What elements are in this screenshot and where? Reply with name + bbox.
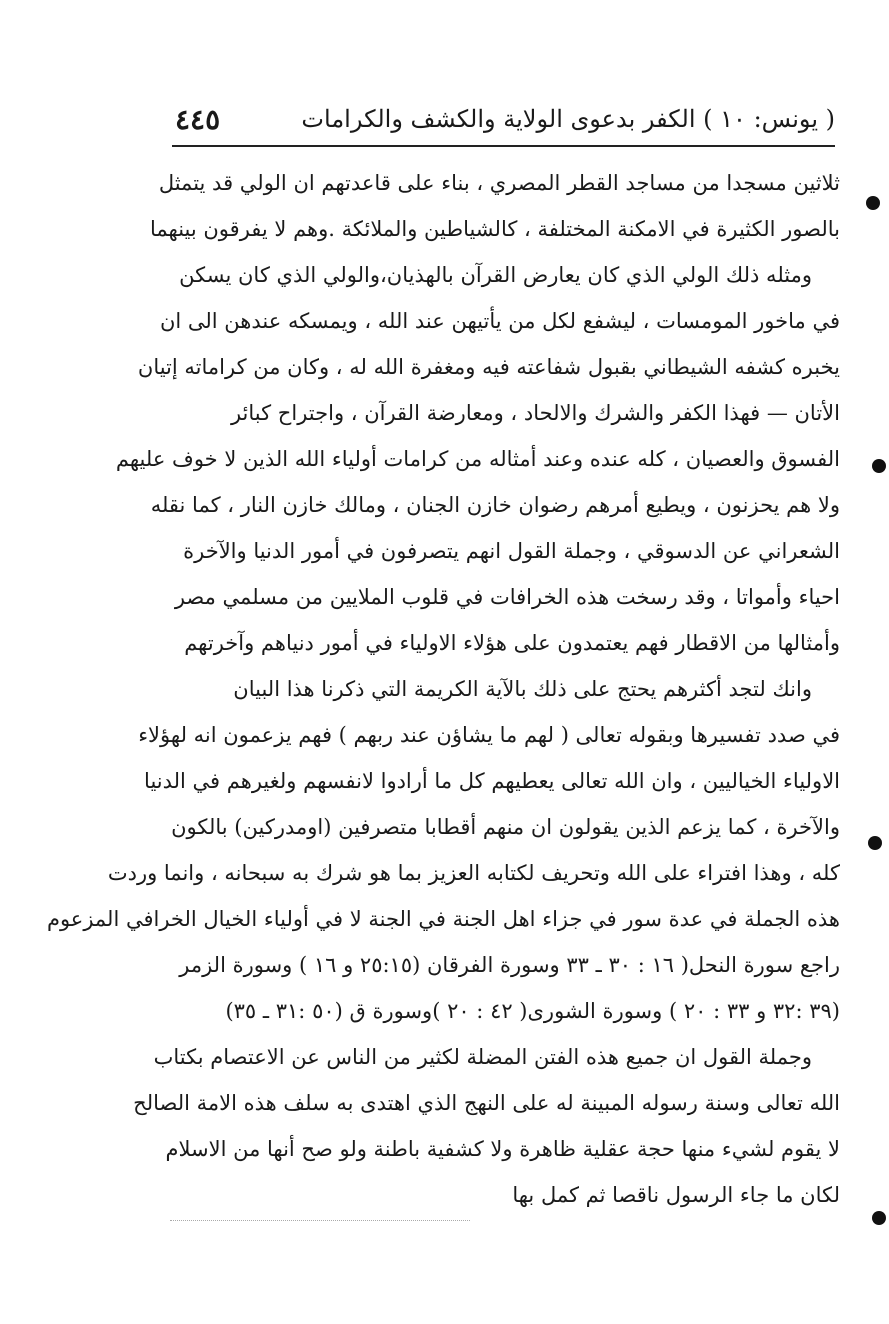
text-line: لكان ما جاء الرسول ناقصا ثم كمل بها	[512, 1183, 840, 1207]
text-line: لا يقوم لشيء منها حجة عقلية ظاهرة ولا كشفية باطنة ولو صح أنها من الاسلام	[165, 1137, 840, 1161]
text-line: ثلاثين مسجدا من مساجد القطر المصري ، بناء على قاعدتهم ان الولي قد يتمثل	[158, 171, 840, 195]
text-line: وانك لتجد أكثرهم يحتج على ذلك بالآية الكريمة التي ذكرنا هذا البيان	[233, 677, 812, 701]
text-line: ولا هم يحزنون ، ويطيع أمرهم رضوان خازن الجنان ، ومالك خازن النار ، كما نقله	[150, 493, 840, 517]
binding-hole-mark	[872, 1211, 886, 1225]
text-line: في ماخور المومسات ، ليشفع لكل من يأتيهن عند الله ، ويمسكه عندهن الى ان	[159, 309, 840, 333]
text-line: وجملة القول ان جميع هذه الفتن المضلة لكثير من الناس عن الاعتصام بكتاب	[153, 1045, 812, 1069]
binding-hole-mark	[868, 836, 882, 850]
page-number: ٤٤٥	[175, 102, 221, 136]
dotted-divider	[170, 1220, 470, 1221]
text-line: احياء وأمواتا ، وقد رسخت هذه الخرافات في قلوب الملايين من مسلمي مصر	[174, 585, 840, 609]
text-line: راجع سورة النحل( ١٦ : ٣٠ ـ ٣٣ وسورة الفرقان (٢٥:١٥ و ١٦ ) وسورة الزمر	[179, 953, 840, 977]
text-line: وأمثالها من الاقطار فهم يعتمدون على هؤلاء الاولياء في أمور دنياهم وآخرتهم	[184, 631, 840, 655]
text-line: الأتان — فهذا الكفر والشرك والالحاد ، ومعارضة القرآن ، واجتراح كبائر	[230, 401, 840, 425]
running-title: ( يونس: ١٠ ) الكفر بدعوى الولاية والكشف والكرامات	[301, 105, 835, 133]
text-line: في صدد تفسيرها وبقوله تعالى ( لهم ما يشاؤن عند ربهم ) فهم يزعمون انه لهؤلاء	[138, 723, 840, 747]
binding-hole-mark	[866, 196, 880, 210]
text-line: كله ، وهذا افتراء على الله وتحريف لكتابه العزيز بما هو شرك به سبحانه ، وانما وردت	[107, 861, 840, 885]
text-line: الاولياء الخياليين ، وان الله تعالى يعطيهم كل ما أرادوا لانفسهم ولغيرهم في الدنيا	[144, 769, 840, 793]
text-line: بالصور الكثيرة في الامكنة المختلفة ، كالشياطين والملائكة .وهم لا يفرقون بينهما	[149, 217, 840, 241]
text-line: الشعراني عن الدسوقي ، وجملة القول انهم يتصرفون في أمور الدنيا والآخرة	[183, 539, 840, 563]
text-line: (٣٩ :٣٢ و ٣٣ : ٢٠ ) وسورة الشورى( ٤٢ : ٢٠ )وسورة ق (٥٠ :٣١ ـ ٣٥)	[225, 999, 840, 1023]
text-line: يخبره كشفه الشيطاني بقبول شفاعته فيه ومغفرة الله له ، وكان من كراماته إتيان	[137, 355, 840, 379]
page-header	[175, 98, 835, 140]
text-line: هذه الجملة في عدة سور في جزاء اهل الجنة في الجنة لا في أولياء الخيال الخرافي المزعوم	[46, 907, 840, 931]
text-line: الفسوق والعصيان ، كله عنده وعند أمثاله من كرامات أولياء الله الذين لا خوف عليهم	[115, 447, 840, 471]
binding-hole-mark	[872, 459, 886, 473]
text-line: ومثله ذلك الولي الذي كان يعارض القرآن بالهذيان،والولي الذي كان يسكن	[179, 263, 812, 287]
header-divider	[172, 145, 835, 147]
text-line: والآخرة ، كما يزعم الذين يقولون ان منهم أقطابا متصرفين (اومدركين) بالكون	[171, 815, 840, 839]
page-body	[46, 160, 840, 1218]
text-line: الله تعالى وسنة رسوله المبينة له على النهج الذي اهتدى به سلف هذه الامة الصالح	[133, 1091, 840, 1115]
